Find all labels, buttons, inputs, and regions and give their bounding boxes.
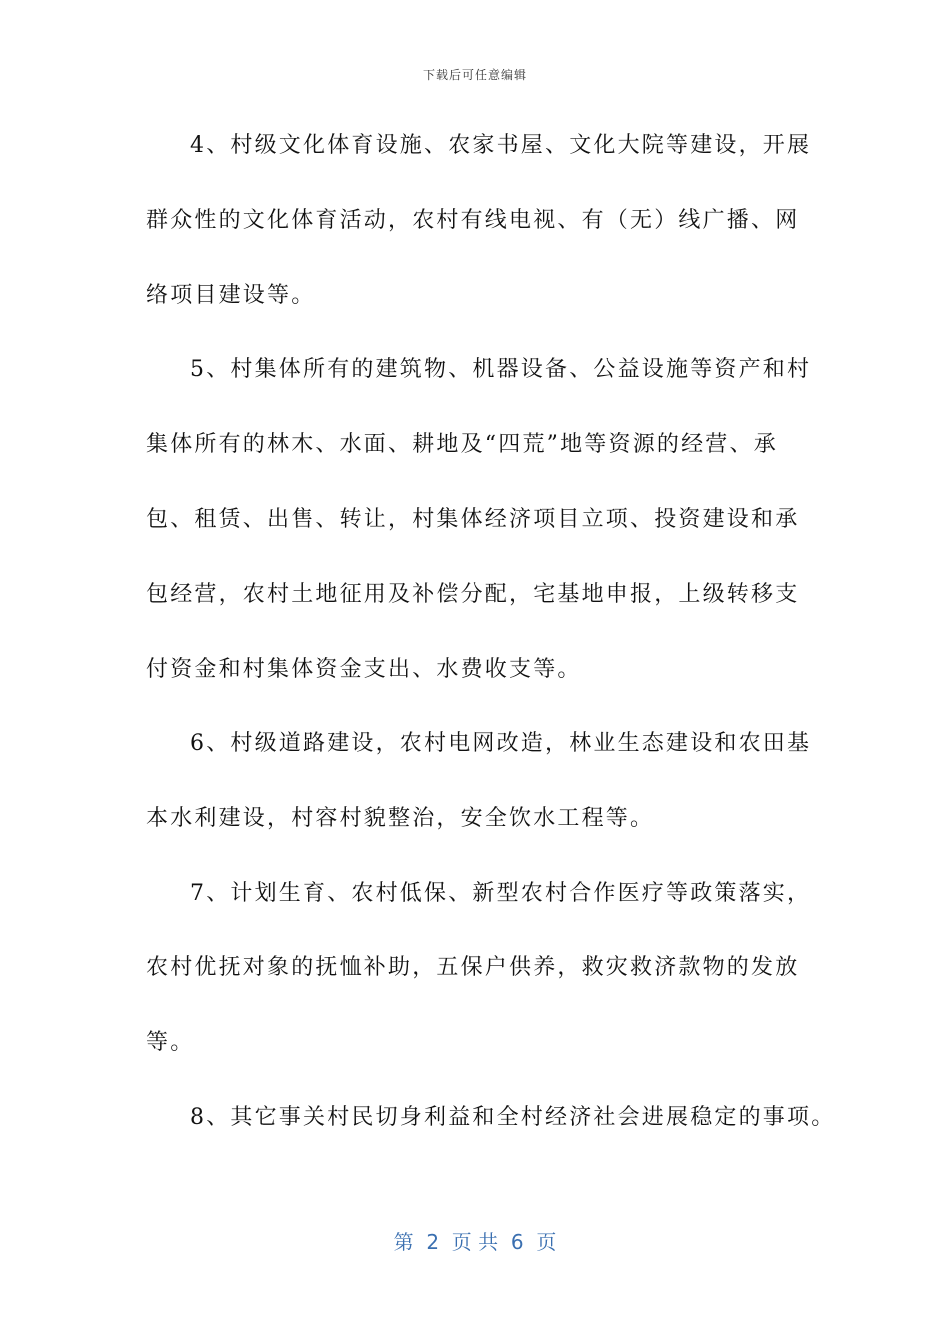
paragraph-line: 群众性的文化体育活动，农村有线电视、有（无）线广播、网 xyxy=(146,208,800,233)
paragraph-line: 6、村级道路建设，农村电网改造，林业生态建设和农田基 xyxy=(190,731,812,756)
paragraph-line: 7、计划生育、农村低保、新型农村合作医疗等政策落实， xyxy=(190,881,812,906)
paragraph-line: 4、村级文化体育设施、农家书屋、文化大院等建设，开展 xyxy=(190,133,812,158)
paragraph-line: 络项目建设等。 xyxy=(146,283,316,308)
paragraph-line: 包经营，农村土地征用及补偿分配，宅基地申报，上级转移支 xyxy=(146,582,800,607)
paragraph-line: 集体所有的林木、水面、耕地及“四荒”地等资源的经营、承 xyxy=(146,432,778,457)
paragraph-line: 农村优抚对象的抚恤补助，五保户供养，救灾救济款物的发放 xyxy=(146,955,800,980)
paragraph-line: 包、租赁、出售、转让，村集体经济项目立项、投资建设和承 xyxy=(146,507,800,532)
page-header: 下载后可任意编辑 xyxy=(422,68,527,82)
paragraph-line: 8、其它事关村民切身利益和全村经济社会进展稳定的事项。 xyxy=(190,1105,836,1130)
paragraph-line: 付资金和村集体资金支出、水费收支等。 xyxy=(146,657,582,682)
paragraph-line: 等。 xyxy=(146,1030,195,1055)
paragraph-line: 本水利建设，村容村貌整治，安全饮水工程等。 xyxy=(146,806,655,831)
paragraph-line: 5、村集体所有的建筑物、机器设备、公益设施等资产和村 xyxy=(190,357,812,382)
page-number-footer: 第 2 页 共 6 页 xyxy=(393,1230,557,1254)
